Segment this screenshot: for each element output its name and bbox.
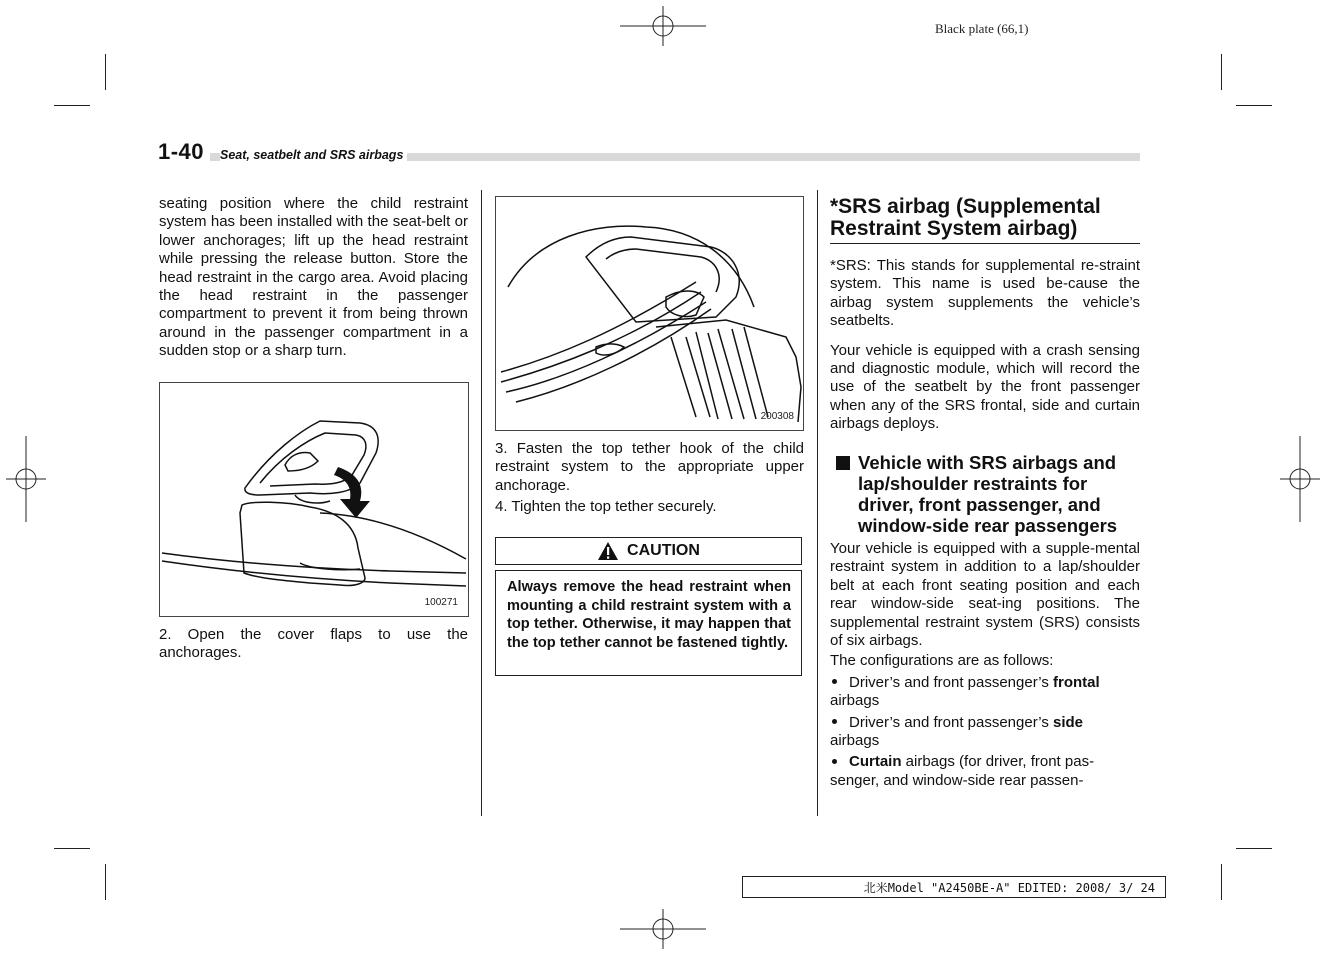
srs-title: *SRS airbag (Supplemental Restraint System airbag) xyxy=(830,196,1140,244)
crash-module-paragraph: Your vehicle is equipped with a crash sensing and diagnostic module, which will record the use of the seatbelt by the front passenger when any of the SRS frontal, side and curtain airbags deploys. xyxy=(830,341,1140,433)
registration-target-icon xyxy=(1280,436,1320,527)
anchorage-illustration xyxy=(160,383,468,616)
edit-info-footer: 北米Model "A2450BE-A" EDITED: 2008/ 3/ 24 xyxy=(742,876,1166,898)
caution-label: CAUTION xyxy=(627,542,700,559)
subheading-text: Vehicle with SRS airbags and lap/shoulder restraints for driver, front passenger, and window-side rear passengers xyxy=(858,452,1118,536)
right-column-body xyxy=(830,540,1140,790)
srs-description: Your vehicle is equipped with a supple-mental restraint system in addition to a lap/shoulder belt at each front seating position and each rear window-side seat-ing positions. The supplemental restraint system (SRS) consists of six airbags. xyxy=(830,540,1140,650)
left-column xyxy=(159,195,468,361)
bullet-curtain: Curtain airbags (for driver, front pas- senger, and window-side rear passen- xyxy=(830,753,1095,789)
bullet-side: Driver’s and front passenger’s side airbags xyxy=(830,713,1084,750)
crop-mark xyxy=(1236,848,1272,849)
bullet-icon xyxy=(832,719,837,724)
configurations-intro: The configurations are as follows: xyxy=(830,652,1054,670)
bullet-frontal: Driver’s and front passenger’s frontal airbags xyxy=(830,673,1100,710)
registration-target-icon xyxy=(620,6,706,51)
page-number: 1-40 xyxy=(158,139,210,165)
registration-target-icon xyxy=(620,909,706,954)
step-2: 2. Open the cover flaps to use the anchorages. xyxy=(159,626,468,662)
crop-mark xyxy=(105,54,106,90)
square-bullet-icon xyxy=(836,456,850,470)
registration-target-icon xyxy=(6,436,46,527)
crop-mark xyxy=(1221,864,1222,900)
section-title: Seat, seatbelt and SRS airbags xyxy=(220,148,407,162)
crop-mark xyxy=(1236,105,1272,106)
figure-head-restraint-anchorage xyxy=(159,382,469,617)
step-3: 3. Fasten the top tether hook of the child restraint system to the appropriate upper anchorage. xyxy=(495,440,804,494)
crop-mark xyxy=(54,105,90,106)
body-paragraph: seating position where the child restraint system has been installed with the seat-belt or lower anchorages; lift up the head restraint while pressing the release button. Store the head restraint in the cargo area. Avoid placing the head restraint in the passenger compartment to prevent it from being thrown around in the passenger compartment in a sudden stop or a sharp turn. xyxy=(159,195,468,360)
srs-definition: *SRS: This stands for supplemental re-straint system. This name is used be-cause the airbag system supplements the vehicle’s seatbelts. xyxy=(830,257,1140,330)
caution-header xyxy=(495,537,802,565)
step-4: 4. Tighten the top tether securely. xyxy=(495,498,717,516)
bullet-icon xyxy=(832,759,837,764)
subheading xyxy=(836,452,1141,536)
column-divider xyxy=(481,190,482,816)
column-divider xyxy=(817,190,818,816)
tether-illustration xyxy=(496,197,803,430)
bullet-icon xyxy=(832,679,837,684)
middle-column xyxy=(495,440,804,517)
plate-label: Black plate (66,1) xyxy=(935,21,1029,36)
warning-triangle-icon xyxy=(597,541,619,561)
figure-top-tether xyxy=(495,196,804,431)
caution-text: Always remove the head restraint when mounting a child restraint system with a top tether. Otherwise, it may happen that the top tether cannot be fastened tightly. xyxy=(495,570,802,676)
right-column-intro xyxy=(830,257,1140,434)
figure-id: 100271 xyxy=(424,597,458,608)
crop-mark xyxy=(105,864,106,900)
crop-mark xyxy=(1221,54,1222,90)
crop-mark xyxy=(54,848,90,849)
left-column-step xyxy=(159,626,468,663)
figure-id: 200308 xyxy=(760,411,794,422)
